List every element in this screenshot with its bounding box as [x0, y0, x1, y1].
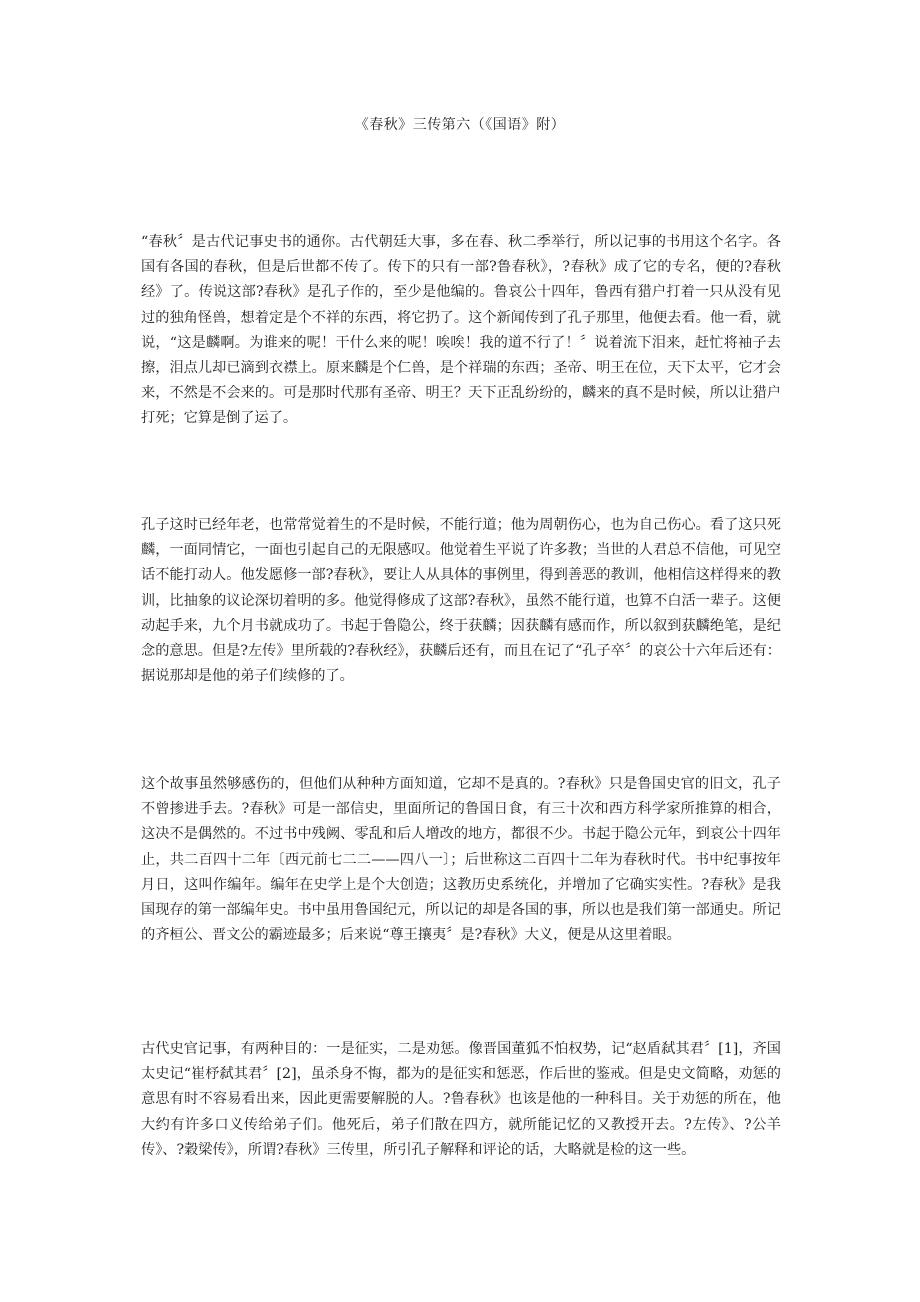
paragraph-1: “春秋〞是古代记事史书的通你。古代朝廷大事，多在春、秋二季举行，所以记事的书用这个名字。各国有各国的春秋，但是后世都不传了。传下的只有一部?鲁春秋》，?春秋》成了它的专名，便的?春秋经》了。传说这部?春秋》是孔子作的，至少是他编的。鲁哀公十四年，鲁西有猎户打着一只从没有见过的独角怪兽，想着定是个不祥的东西，将它扔了。这个新闻传到了孔子那里，他便去看。他一看，就说，“这是麟啊。为谁来的呢！干什么来的呢！唉唉！我的道不行了！〞说着流下泪来，赶忙将袖子去擦，泪点儿却已滴到衣襟上。原来麟是个仁兽，是个祥瑞的东西；圣帝、明王在位，天下太平，它才会来，不然是不会来的。可是那时代那有圣帝、明王？天下正乱纷纷的，麟来的真不是时候，所以让猎户打死；它算是倒了运了。: [141, 234, 781, 427]
paragraph-3: 这个故事虽然够感伤的，但他们从种种方面知道，它却不是真的。?春秋》只是鲁国史官的旧文，孔子不曾掺进手去。?春秋》可是一部信史，里面所记的鲁国日食，有三十次和西方科学家所推算的相合，这决不是偶然的。不过书中残阙、零乱和后人增改的地方，都很不少。书起于隐公元年，到哀公十四年止，共二百四十二年〔西元前七二二——四八一〕；后世称这二百四十二年为春秋时代。书中纪事按年月日，这叫作编年。编年在史学上是个大创造；这教历史系统化，并增加了它确实实性。?春秋》是我国现存的第一部编年史。书中虽用鲁国纪元，所以记的却是各国的事，所以也是我们第一部通史。所记的齐桓公、晋文公的霸迹最多；后来说“尊王攘夷〞是?春秋》大义，便是从这里着眼。: [141, 776, 781, 944]
document-title: 《春秋》三传第六（《国语》附）: [354, 117, 566, 133]
paragraph-2: 孔子这时已经年老，也常常觉着生的不是时候，不能行道；他为周朝伤心，也为自己伤心。看了这只死麟，一面同情它，一面也引起自己的无限感叹。他觉着生平说了许多教；当世的人君总不信他，可见空话不能打动人。他发愿修一部?春秋》，要让人从具体的事例里，得到善恶的教训，他相信这样得来的教训，比抽象的议论深切着明的多。他觉得修成了这部?春秋》，虽然不能行道，也算不白活一辈子。这便动起手来，九个月书就成功了。书起于鲁隐公，终于获麟；因获麟有感而作，所以叙到获麟绝笔，是纪念的意思。但是?左传》里所载的?春秋经》，获麟后还有，而且在记了“孔子卒〞的哀公十六年后还有：据说那却是他的弟子们续修的了。: [141, 517, 781, 685]
paragraph-4: 古代史官记事，有两种目的：一是征实，二是劝惩。像晋国董狐不怕权势，记“赵盾弑其君〞[1]，齐国太史记“崔杼弑其君〞[2]，虽杀身不悔，都为的是征实和惩恶，作后世的鉴戒。但是史文简略，劝惩的意思有时不容易看出来，因此更需要解脱的人。?鲁春秋》也该是他的一种科目。关于劝惩的所在，他大约有许多口义传给弟子们。他死后，弟子们散在四方，就所能记忆的又教授开去。?左传》、?公羊传》、?穀梁传》，所谓?春秋》三传里，所引孔子解释和评论的话，大略就是检的这一些。: [141, 1041, 781, 1158]
